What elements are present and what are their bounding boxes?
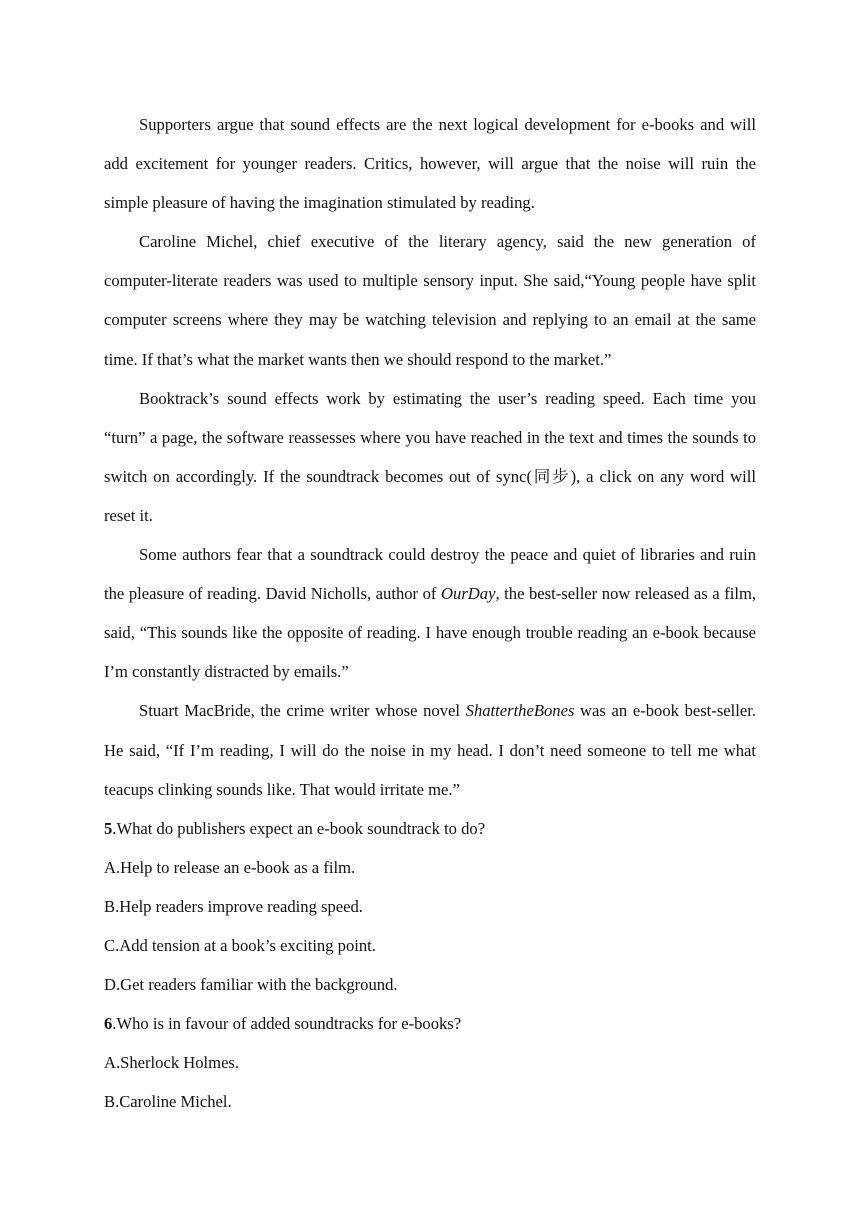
passage-paragraph-2: Caroline Michel, chief executive of the literary agency, said the new generation of computer-literate readers was used to multiple sensory input. She said,“Young people have split computer screens where they may be watching television and replying to an email at the same time. If that’s what the market wants then we should respond to the market.” — [104, 232, 756, 369]
question-5-option-d: D.Get readers familiar with the background. — [104, 975, 398, 995]
paragraph-5-text-start: Stuart MacBride, the crime writer whose novel — [139, 701, 466, 721]
question-5-option-b: B.Help readers improve reading speed. — [104, 896, 363, 916]
passage-paragraph-3: Booktrack’s sound effects work by estimating the user’s reading speed. Each time you “turn” a page, the software reassesses where you have reached in the text and times the sounds to switch on accordingly. If the soundtrack becomes out of sync(同步), a click on any word will reset it. — [104, 388, 756, 525]
passage-paragraph-1: Supporters argue that sound effects are the next logical development for e-books and will add excitement for younger readers. Critics, however, will argue that the noise will ruin the simple pleasure of having the imagination stimulated by reading. — [104, 115, 756, 213]
question-6-number: 6 — [104, 1014, 113, 1034]
question-5-option-a: A.Help to release an e-book as a film. — [104, 857, 356, 877]
document-page — [104, 105, 756, 1121]
passage-paragraph-4 — [104, 535, 756, 691]
question-5-option-c: C.Add tension at a book’s exciting point. — [104, 935, 376, 955]
passage-paragraph-5 — [104, 691, 756, 808]
paragraph-4-text-start: Some authors fear that a soundtrack could destroy the peace and quiet of libraries and ruin the pleasure of reading. David Nicholls, author of — [104, 545, 756, 604]
question-6-option-b: B.Caroline Michel. — [104, 1092, 232, 1112]
question-5 — [104, 809, 756, 848]
book-title-shatter-the-bones: ShattertheBones — [465, 701, 575, 721]
paragraph-4-text-end: , the best-seller now released as a film, said, “This sounds like the opposite of reading. I have enough trouble reading an e-book because I’m constantly distracted by emails.” — [104, 584, 756, 682]
question-5-text: .What do publishers expect an e-book soundtrack to do? — [112, 818, 486, 838]
paragraph-5-text-end: was an e-book best-seller. He said, “If I’m reading, I will do the noise in my head. I don’t need someone to tell me what teacups clinking sounds like. That would irritate me.” — [104, 701, 756, 799]
question-6-option-a: A.Sherlock Holmes. — [104, 1053, 240, 1073]
question-5-number: 5 — [104, 818, 113, 838]
question-6 — [104, 1004, 756, 1043]
book-title-our-day: OurDay — [441, 584, 496, 604]
question-6-text: .Who is in favour of added soundtracks for e-books? — [112, 1014, 462, 1034]
